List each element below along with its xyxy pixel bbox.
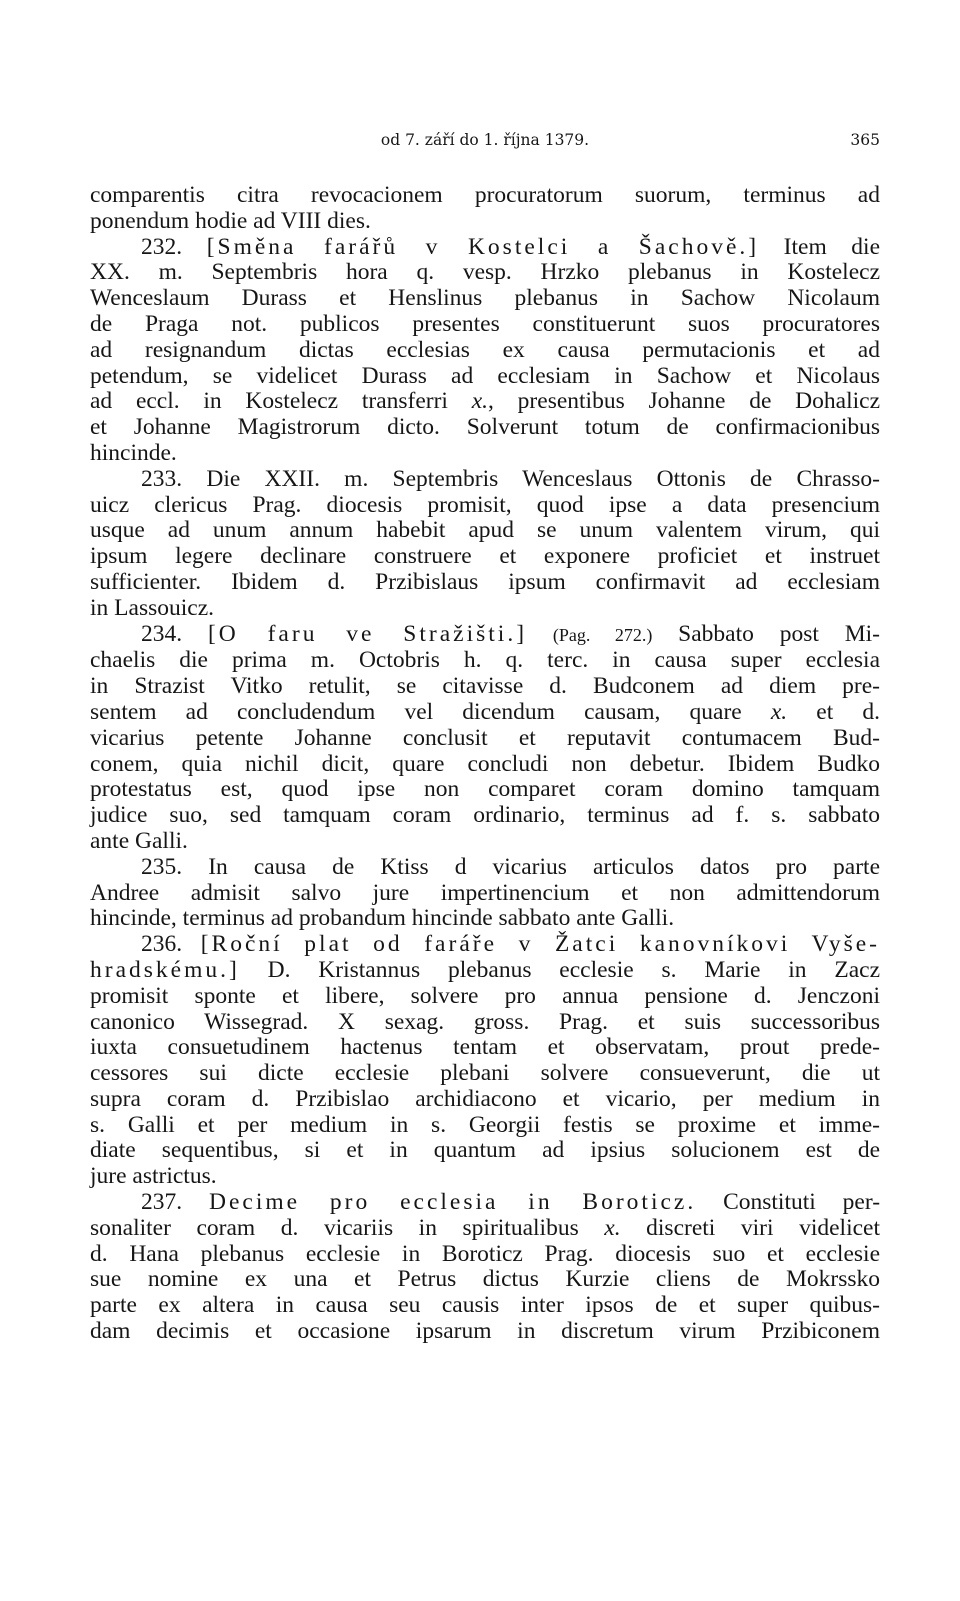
text-line [90, 752, 880, 778]
text-line [90, 1319, 880, 1345]
running-head-title: od 7. září do 1. října 1379. [380, 131, 590, 149]
text-run: in Lassouicz. [90, 594, 214, 621]
text-run: Sabbato post Mi- [652, 620, 881, 647]
text-run: 234. [141, 620, 208, 647]
text-run: Item die [759, 233, 881, 260]
text-run: uicz clericus Prag. diocesis promisit, quod ipse a data presencium [90, 491, 880, 518]
text-line [90, 235, 880, 261]
text-run: 235. In causa de Ktiss d vicarius articulos datos pro parte [141, 853, 880, 880]
text-line [90, 1035, 880, 1061]
text-run: Wenceslaum Durass et Henslinus plebanus in Sachow Nicolaum [90, 285, 880, 312]
text-line [90, 286, 880, 312]
text-run: conem, quia nichil dicit, quare concludi non debetur. Ibidem Budko [90, 750, 880, 777]
text-run: Constituti per- [696, 1189, 881, 1216]
text-run: in Strazist Vitko retulit, se citavisse d. Budconem ad diem pre- [90, 673, 880, 700]
text-run: Andree admisit salvo jure impertinencium et non admittendorum [90, 879, 880, 906]
body-text [90, 183, 880, 1345]
text-run: d. Hana plebanus ecclesie in Boroticz Prag. diocesis suo et ecclesie [90, 1240, 880, 1267]
text-run: sue nomine ex una et Petrus dictus Kurzie cliens de Mokrssko [90, 1266, 880, 1293]
text-run: judice suo, sed tamquam coram ordinario, terminus ad f. s. sabbato [90, 802, 880, 829]
text-line [90, 570, 880, 596]
text-line [90, 906, 880, 932]
text-run: ante Galli. [90, 827, 188, 854]
section-heading: Decime pro ecclesia in Boroticz. [208, 1189, 697, 1216]
text-line [90, 932, 880, 958]
text-line [90, 803, 880, 829]
text-run: discreti viri videlicet [620, 1214, 880, 1241]
text-line [90, 338, 880, 364]
text-line [90, 1113, 880, 1139]
text-run: ipsum legere declinare construere et exponere proficiet et instruet [90, 543, 880, 570]
text-run: sentem ad concludendum vel dicendum causam, quare [90, 698, 771, 725]
section-heading: [Roční plat od faráře v Žatci kanovníkovi Vyše- [200, 931, 881, 958]
text-line [90, 1164, 880, 1190]
text-run: x. [471, 388, 489, 415]
text-run: et Johanne Magistrorum dicto. Solverunt totum de confirmacionibus [90, 414, 880, 441]
text-line [90, 777, 880, 803]
text-line [90, 648, 880, 674]
text-line [90, 1087, 880, 1113]
text-line [90, 209, 880, 235]
text-run: D. Kristannus plebanus ecclesie s. Marie in Zacz [239, 956, 880, 983]
text-line [90, 389, 880, 415]
text-run: de Praga not. publicos presentes constituerunt suos procuratores [90, 310, 880, 337]
text-run: comparentis citra revocacionem procuratorum suorum, terminus ad [90, 182, 880, 208]
text-line [90, 596, 880, 622]
text-run: (Pag. 272.) [552, 624, 653, 645]
text-line [90, 881, 880, 907]
text-line [90, 674, 880, 700]
text-run: promisit sponte et libere, solvere pro annua pensione d. Jenczoni [90, 982, 880, 1009]
text-run: ad resignandum dictas ecclesias ex causa permutacionis et ad [90, 336, 880, 363]
text-run: x. [770, 698, 788, 725]
text-run: sufficienter. Ibidem d. Przibislaus ipsum confirmavit ad ecclesiam [90, 568, 880, 595]
running-head [90, 131, 880, 155]
text-line [90, 441, 880, 467]
text-run: chaelis die prima m. Octobris h. q. terc. in causa super ecclesia [90, 647, 880, 674]
page-number: 365 [850, 131, 880, 149]
text-run: hincinde. [90, 439, 177, 466]
text-line [90, 493, 880, 519]
text-run: et d. [787, 698, 880, 725]
text-line [90, 1293, 880, 1319]
text-line [90, 829, 880, 855]
text-run: 237. [141, 1189, 209, 1216]
text-run: parte ex altera in causa seu causis inter ipsos de et super quibus- [90, 1292, 880, 1319]
text-line [90, 544, 880, 570]
section-heading: [Směna farářů v Kostelci a Šachově.] [206, 233, 760, 260]
text-line [90, 364, 880, 390]
text-run: ad eccl. in Kostelecz transferri [90, 388, 472, 415]
text-line [90, 958, 880, 984]
text-line [90, 183, 880, 209]
text-line [90, 1010, 880, 1036]
text-line [90, 1267, 880, 1293]
text-run: 233. Die XXII. m. Septembris Wenceslaus Ottonis de Chrasso- [141, 465, 880, 492]
text-run: diate sequentibus, si et in quantum ad ipsius solucionem est de [90, 1137, 880, 1164]
text-run: sonaliter coram d. vicariis in spiritualibus [90, 1214, 605, 1241]
text-line [90, 260, 880, 286]
text-line [90, 1138, 880, 1164]
text-line [90, 518, 880, 544]
text-line [90, 1190, 880, 1216]
text-line [90, 622, 880, 649]
text-run: canonico Wissegrad. X sexag. gross. Prag. et suis successoribus [90, 1008, 880, 1035]
text-run: supra coram d. Przibislao archidiacono et vicario, per medium in [90, 1085, 880, 1112]
text-run [527, 621, 553, 647]
text-line [90, 1216, 880, 1242]
text-run: jure astrictus. [90, 1163, 217, 1190]
text-run: XX. m. Septembris hora q. vesp. Hrzko plebanus in Kostelecz [90, 259, 880, 286]
text-line [90, 855, 880, 881]
text-run: s. Galli et per medium in s. Georgii festis se proxime et imme- [90, 1111, 880, 1138]
text-line [90, 1061, 880, 1087]
text-line [90, 984, 880, 1010]
text-run: , presentibus Johanne de Dohalicz [488, 388, 881, 415]
text-run: ponendum hodie ad VIII dies. [90, 207, 371, 234]
text-line [90, 415, 880, 441]
text-line [90, 467, 880, 493]
text-run: 232. [141, 233, 207, 260]
section-heading: [O faru ve Stražišti.] [207, 620, 528, 647]
text-run: protestatus est, quod ipse non comparet coram domino tamquam [90, 776, 880, 803]
text-line [90, 700, 880, 726]
text-run: dam decimis et occasione ipsarum in discretum virum Przibiconem [90, 1318, 880, 1345]
text-run: iuxta consuetudinem hactenus tentam et observatam, prout prede- [90, 1034, 880, 1061]
text-run: usque ad unum annum habebit apud se unum valentem virum, qui [90, 517, 880, 544]
text-line [90, 1242, 880, 1268]
text-line [90, 312, 880, 338]
text-run: x. [604, 1214, 621, 1241]
text-line [90, 726, 880, 752]
text-run: 236. [141, 931, 201, 958]
text-run: vicarius petente Johanne conclusit et reputavit contumacem Bud- [90, 724, 880, 751]
section-heading: hradskému.] [90, 956, 240, 983]
text-run: petendum, se videlicet Durass ad ecclesiam in Sachow et Nicolaus [90, 362, 880, 389]
text-run: cessores sui dicte ecclesie plebani solvere consueverunt, die ut [90, 1060, 880, 1087]
text-run: hincinde, terminus ad probandum hincinde sabbato ante Galli. [90, 905, 675, 932]
